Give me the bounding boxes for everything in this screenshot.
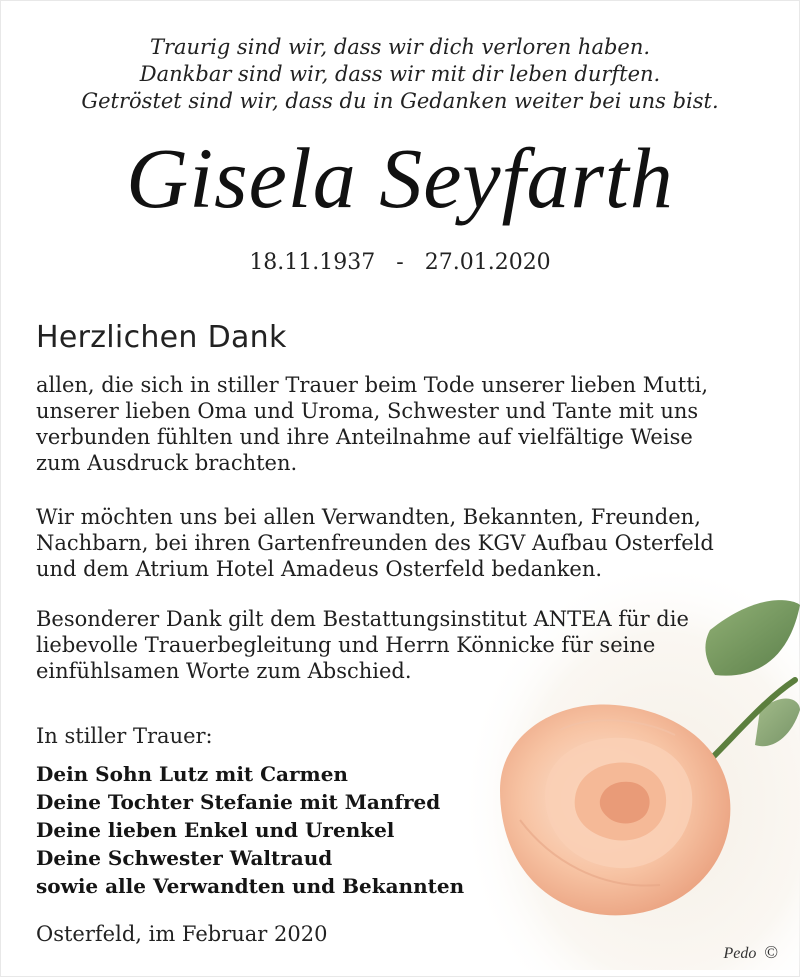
birth-date: 18.11.1937 — [249, 250, 376, 275]
life-dates — [0, 248, 800, 278]
text-line: einfühlsamen Worte zum Abschied. — [36, 659, 412, 683]
text-line: Wir möchten uns bei allen Verwandten, Bekannten, Freunden, — [36, 505, 701, 529]
mourner-entry: Deine Tochter Stefanie mit Manfred — [36, 790, 441, 814]
deceased-name: Gisela Seyfarth — [126, 130, 674, 226]
memorial-poem — [0, 34, 800, 115]
text-line: Nachbarn, bei ihren Gartenfreunden des KGV Aufbau Osterfeld — [36, 531, 714, 555]
text-line: zum Ausdruck brachten. — [36, 451, 298, 475]
text-line: verbunden fühlten und ihre Anteilnahme auf vielfältige Weise — [36, 425, 693, 449]
mourning-intro: In stiller Trauer: — [36, 724, 213, 748]
copyright-icon: © — [764, 942, 778, 962]
credit-signature: Pedo — [723, 945, 757, 962]
date-separator: - — [396, 250, 404, 275]
mourner-entry: sowie alle Verwandten und Bekannten — [36, 874, 465, 898]
text-line: und dem Atrium Hotel Amadeus Osterfeld bedanken. — [36, 557, 603, 581]
text-line: allen, die sich in stiller Trauer beim Tode unserer lieben Mutti, — [36, 373, 709, 397]
poem-line: Getröstet sind wir, dass du in Gedanken weiter bei uns bist. — [81, 89, 719, 113]
poem-line: Traurig sind wir, dass wir dich verloren haben. — [149, 35, 651, 59]
mourner-entry: Deine lieben Enkel und Urenkel — [36, 818, 395, 842]
thanks-heading: Herzlichen Dank — [36, 320, 287, 355]
thanks-paragraph — [36, 504, 786, 582]
mourners-list — [36, 760, 464, 900]
thanks-paragraph — [36, 606, 786, 684]
text-line: unserer lieben Oma und Uroma, Schwester und Tante mit uns — [36, 399, 699, 423]
poem-line: Dankbar sind wir, dass wir mit dir leben durften. — [139, 62, 661, 86]
mourner-entry: Deine Schwester Waltraud — [36, 846, 333, 870]
mourner-entry: Dein Sohn Lutz mit Carmen — [36, 762, 348, 786]
death-date: 27.01.2020 — [424, 250, 551, 275]
thanks-paragraph — [36, 372, 786, 476]
credit — [723, 942, 778, 963]
place-date: Osterfeld, im Februar 2020 — [36, 922, 328, 946]
text-line: Besonderer Dank gilt dem Bestattungsinstitut ANTEA für die — [36, 607, 689, 631]
text-line: liebevolle Trauerbegleitung und Herrn Könnicke für seine — [36, 633, 656, 657]
